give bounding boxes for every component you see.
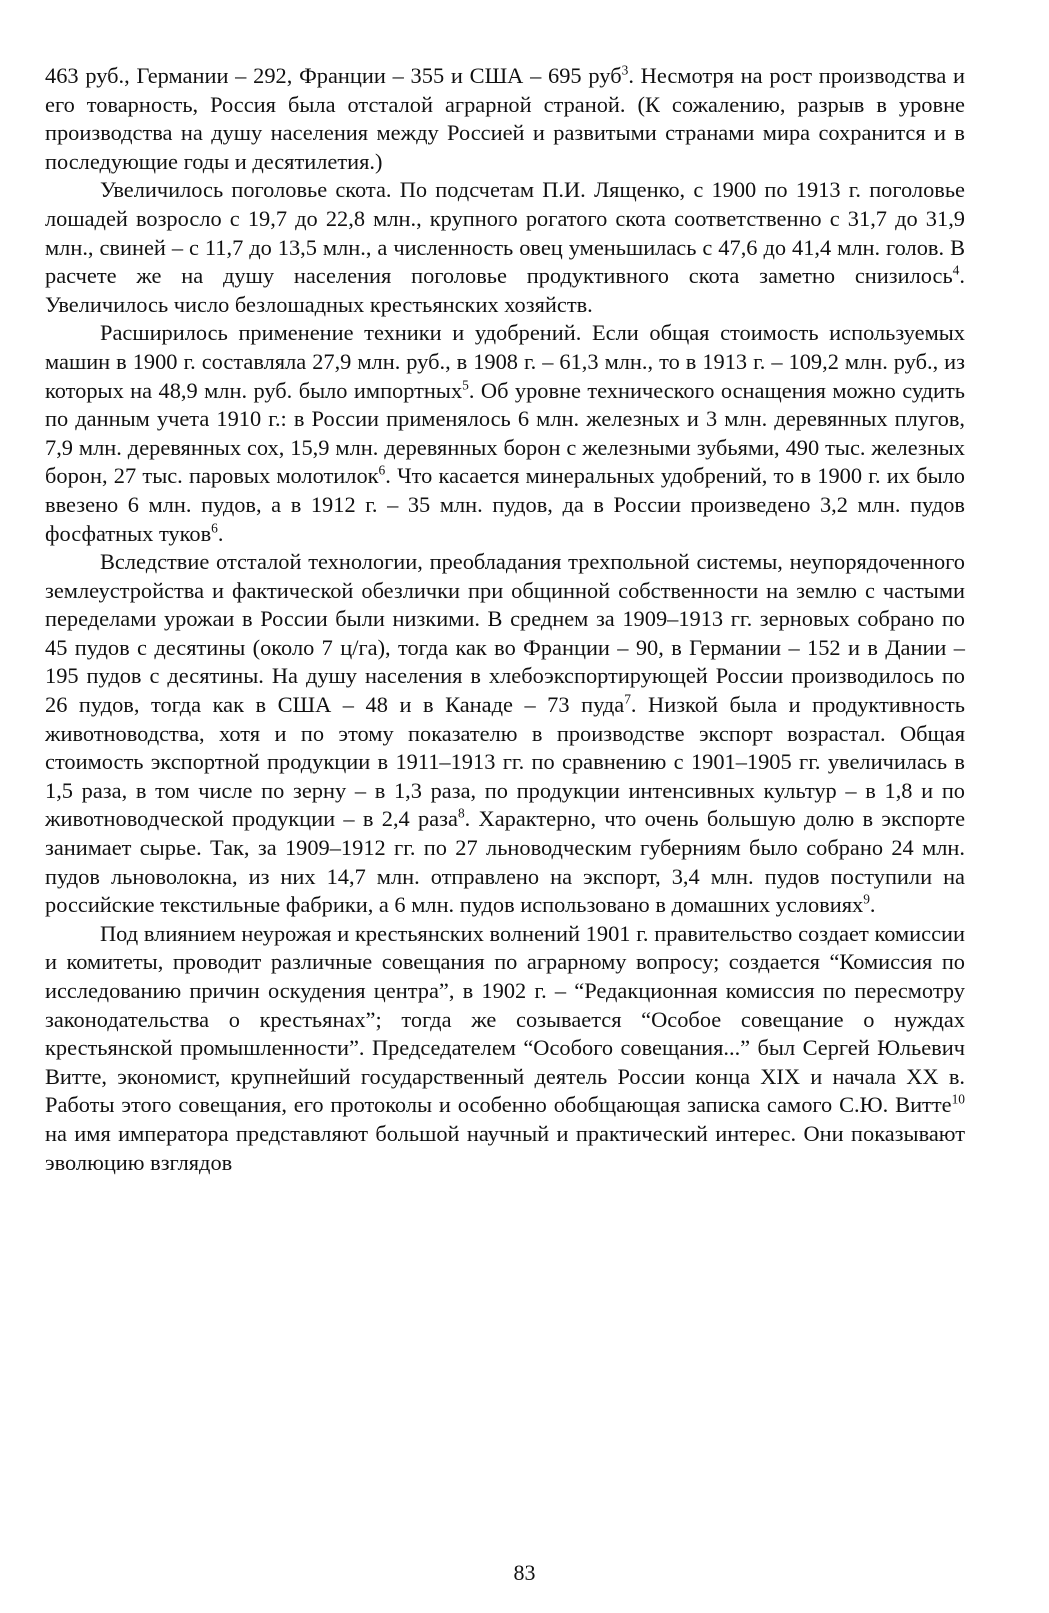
footnote-ref-7: 7 bbox=[624, 691, 631, 707]
text-run: . Характерно, что очень большую долю в экспорте занимает сырье. Так, за 1909–1912 гг. по 27 льноводческим губерниям было собрано 24 млн. пудов льноволокна, из них 14,7 млн. отправлено на экспорт, 3,4 млн. пудов поступили на российские текстильные фабрики, а 6 млн. пудов использовано в домашних условиях bbox=[45, 806, 966, 918]
text-run: Увеличилось поголовье скота. По подсчетам П.И. Лященко, с 1900 по 1913 г. поголовье лошадей возросло с 19,7 до 22,8 млн., крупного рогатого скота соответственно с 31,7 до 31,9 млн., свиней – с 11,7 до 13,5 млн., а численность овец уменьшилась с 47,6 до 41,4 млн. голов. В расчете же на душу населения поголовье продуктивного скота заметно снизилось bbox=[45, 177, 965, 289]
text-run: . Низкой была и продуктивность животноводства, хотя и по этому показателю в производстве экспорт возрастал. Общая стоимость экспортной продукции в 1911–1913 гг. по сравнению с 1901–1905 гг. увеличилась в 1,5 раза, в том числе по зерну – в 1,3 раза, по продукции интенсивных культур – в 1,8 и по животноводческой продукции – в 2,4 раза bbox=[45, 692, 966, 832]
text-run: . Об уровне технического оснащения можно судить по данным учета 1910 г.: в России применялось 6 млн. железных и 3 млн. деревянных плугов, 7,9 млн. деревянных сох, 15,9 млн. деревянных борон с железными зубьями, 490 тыс. железных борон, 27 тыс. паровых молотилок bbox=[45, 377, 965, 489]
text-run: . bbox=[217, 520, 224, 546]
footnote-ref-4: 4 bbox=[952, 262, 960, 278]
footnote-ref-6b: 6 bbox=[211, 520, 218, 536]
text-run: . Увеличилось число безлошадных крестьянских хозяйств. bbox=[45, 263, 965, 317]
text-run: . bbox=[869, 892, 876, 918]
footnote-ref-3: 3 bbox=[621, 62, 629, 78]
footnote-ref-5: 5 bbox=[462, 377, 469, 393]
page-body bbox=[45, 62, 965, 1177]
text-run: Расширилось применение техники и удобрений. Если общая стоимость используемых машин в 1900 г. составляла 27,9 млн. руб., в 1908 г. – 61,3 млн., то в 1913 г. – 109,2 млн. руб., из которых на 48,9 млн. руб. было импортных bbox=[45, 320, 965, 403]
footnote-ref-10: 10 bbox=[951, 1091, 965, 1107]
text-run: . Что касается минеральных удобрений, то в 1900 г. их было ввезено 6 млн. пудов, а в 1912 г. – 35 млн. пудов, да в России произведено 3,2 млн. пудов фосфатных туков bbox=[45, 463, 965, 546]
paragraph-3 bbox=[45, 319, 965, 548]
footnote-ref-8: 8 bbox=[457, 805, 465, 821]
text-run: . Несмотря на рост производства и его товарность, Россия была отсталой аграрной страной. (К сожалению, разрыв в уровне производства на душу населения между Россией и развитыми странами мира сохранится и в последующие годы и десятилетия.) bbox=[45, 63, 966, 174]
paragraph-5 bbox=[45, 920, 965, 1177]
text-run: Вследствие отсталой технологии, преобладания трехпольной системы, неупорядоченного землеустройства и фактической обезлички при общинной собственности на землю с частыми переделами урожаи в России были низкими. В среднем за 1909–1913 гг. зерновых собрано по 45 пудов с десятины (около 7 ц/га), тогда как во Франции – 90, в Германии – 152 и в Дании – 195 пудов с десятины. На душу населения в хлебоэкспортирующей России производилось по 26 пудов, тогда как в США – 48 и в Канаде – 73 пуда bbox=[45, 549, 965, 718]
text-run: Под влиянием неурожая и крестьянских волнений 1901 г. правительство создает комиссии и комитеты, проводит различные совещания по аграрному вопросу; создается “Комиссия по исследованию причин оскудения центра”, в 1902 г. – “Редакционная комиссия по пересмотру законодательства о крестьянах”; тогда же созывается “Особое совещание о нуждах крестьянской промышленности”. Председателем “Особого совещания...” был Сергей Юльевич Витте, экономист, крупнейший государственный деятель России конца XIX и начала XX в. Работы этого совещания, его протоколы и особенно обобщающая записка самого С.Ю. Витте bbox=[45, 920, 965, 1118]
paragraph-1 bbox=[45, 62, 965, 176]
page-number: 83 bbox=[513, 1560, 536, 1585]
footnote-ref-6: 6 bbox=[378, 462, 386, 478]
paragraph-2 bbox=[45, 176, 965, 319]
footnote-ref-9: 9 bbox=[863, 891, 870, 907]
paragraph-4 bbox=[45, 548, 965, 920]
text-run: 463 руб., Германии – 292, Франции – 355 и США – 695 руб bbox=[45, 63, 622, 88]
text-run: на имя императора представляют большой научный и практический интерес. Они показывают эволюцию взглядов bbox=[45, 1120, 965, 1175]
